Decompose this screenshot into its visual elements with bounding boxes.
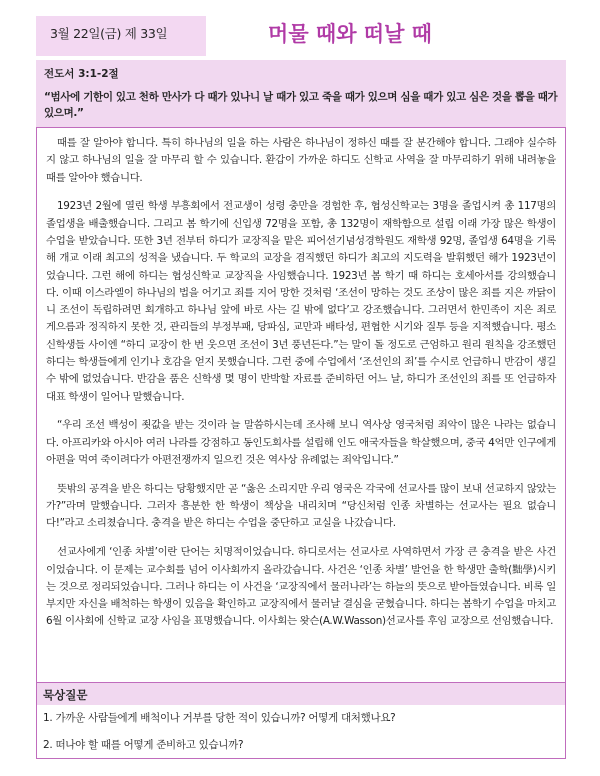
paragraph: 뜻밖의 공격을 받은 하디는 당황했지만 곧 “옳은 소리지만 우리 영국은 각국에 선교사를 많이 보내 선교하지 않았는가?”라며 말했습니다. 그러자 흥분한 한 학생이 책상을 내리치며 “당신처럼 인종 차별하는 선교사는 필요 없습니다!”라고 소리쳤습니다. 충격을 받은 하디는 수업을 중단하고 교실을 나갔습니다. [46, 482, 556, 530]
scripture-text: “범사에 기한이 있고 천하 만사가 다 때가 있나니 날 때가 있고 죽을 때가 있으며 심을 때가 있고 심은 것을 뽑을 때가 있으며.” [44, 91, 558, 119]
meditation-question: 1. 가까운 사람들에게 배척이나 거부를 당한 적이 있습니까? 어떻게 대처했나요? [43, 712, 396, 724]
scripture-box [36, 60, 566, 127]
paragraph: 때를 잘 알아야 합니다. 특히 하나님의 일을 하는 사람은 하나님이 정하신 때를 잘 분간해야 합니다. 그래야 실수하지 않고 하나님의 일을 잘 마무리 할 수 있습니다. 환갑이 가까운 하디도 신학교 사역을 잘 마무리하기 위해 내려놓을 때를 알아야 했습니다. [46, 137, 556, 184]
paragraph: 1923년 2월에 열린 학생 부흥회에서 전교생이 성령 충만을 경험한 후, 협성신학교는 3명을 졸업시켜 총 117명의 졸업생을 배출했습니다. 그리고 봄 학기에 신입생 72명을 포함, 총 132명이 재학함으로 설립 이래 가장 많은 학생이 수업을 받았습니다. 또한 3년 전부터 하디가 교장직을 맡은 피어선기념성경학원도 재학생 92명, 졸업생 64명을 기록해 개교 이래 최고의 성적을 냈습니다. 두 학교의 교장을 겸직했던 하디가 최고의 지도력을 발휘했던 해가 1923년이었습니다. 그런 해에 하디는 협성신학교 교장직을 사임했습니다. 1923년 봄 학기 때 하디는 호세아서를 강의했습니다. 이때 이스라엘이 하나님의 법을 어기고 죄를 지어 망한 것처럼 ‘조선이 망하는 것도 조상이 많은 죄를 지은 까닭이니 조선이 독립하려면 회개하고 하나님 앞에 바로 사는 길 밖에 없다’고 강조했습니다. 그러면서 한민족이 지은 죄로 게으름과 정직하지 못한 것, 관리들의 부정부패, 당파심, 교만과 배타성, 편협한 시기와 질투 등을 지적했습니다. 평소 신학생들 사이엔 “하디 교장이 한 번 웃으면 조선이 3년 풍년든다.”는 말이 돌 정도로 근엄하고 원리 원칙을 강조했던 하디는 학생들에게 인기나 호감을 얻지 못했습니다. 그런 중에 수업에서 ‘조선인의 죄’를 수시로 언급하니 반감이 생길 수 밖에 없었습니다. 반감을 품은 신학생 몇 명이 반박할 자료를 준비하던 어느 날, 하디가 조선인의 죄를 또 언급하자 대표 학생이 일어나 말했습니다. [46, 200, 556, 403]
page-title: 머물 때와 떠날 때 [268, 22, 432, 46]
paragraph: 선교사에게 ‘인종 차별’이란 단어는 치명적이었습니다. 하디로서는 선교사로 사역하면서 가장 큰 충격을 받은 사건이었습니다. 이 문제는 교수회를 넘어 이사회까지 올라갔습니다. 사건은 ‘인종 차별’ 발언을 한 학생만 출학(黜學)시키는 것으로 정리되었습니다. 그러나 하디는 이 사건을 ‘교장직에서 물러나라’는 하늘의 뜻으로 받아들였습니다. 비록 일부지만 자신을 배척하는 학생이 있음을 확인하고 교장직에서 물러날 결심을 굳혔습니다. 하디는 봄학기 수업을 마치고 6월 이사회에 신학교 교장 사임을 표명했습니다. 이사회는 왓슨(A.W.Wasson)선교사를 후임 교장으로 선임했습니다. [46, 546, 556, 628]
meditation-question: 2. 떠나야 할 때를 어떻게 준비하고 있습니까? [43, 739, 244, 751]
paragraph: “우리 조선 백성이 죗값을 받는 것이라 늘 말씀하시는데 조사해 보니 역사상 영국처럼 죄악이 많은 나라는 없습니다. 아프리카와 아시아 여러 나라를 강점하고 동인도회사를 설립해 인도 애국자들을 학살했으며, 중국 4억만 인구에게 아편을 먹여 죽이려다가 아편전쟁까지 일으킨 것은 역사상 유례없는 죄악입니다.” [46, 419, 556, 467]
meditation-title: 묵상질문 [37, 683, 565, 705]
scripture-reference: 전도서 3:1-2절 [44, 68, 119, 80]
meditation-box [36, 683, 566, 759]
body-text-box [36, 127, 566, 683]
date-label: 3월 22일(금) 제 33일 [36, 16, 206, 56]
